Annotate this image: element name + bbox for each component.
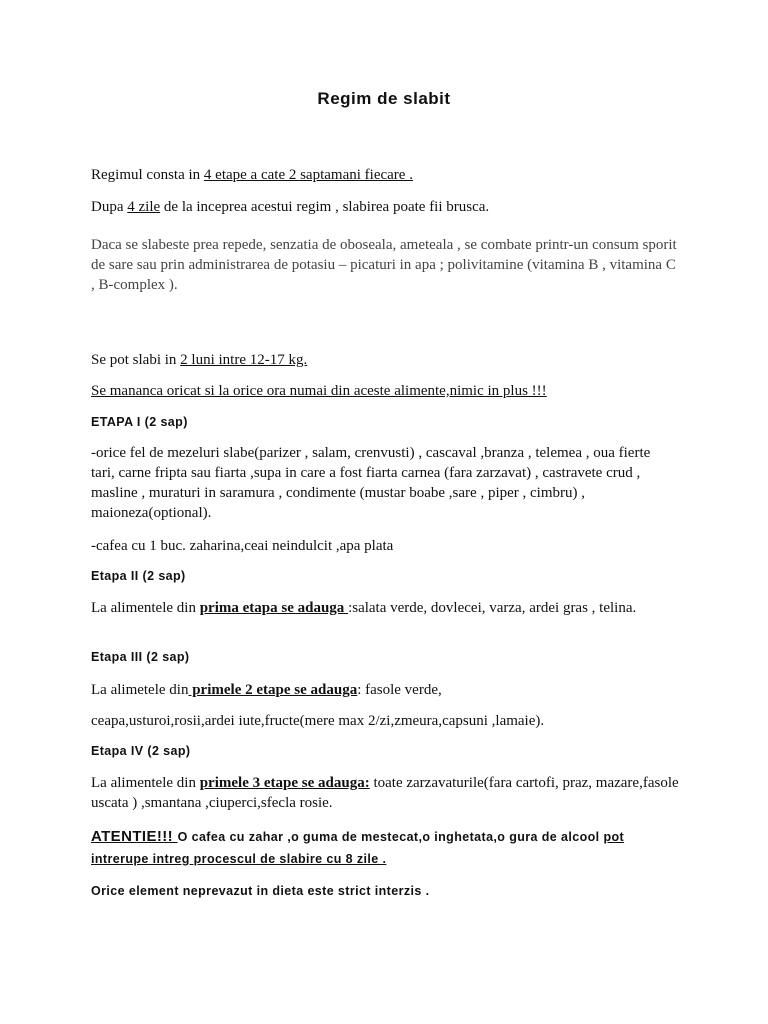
etapa-2-heading: Etapa II (2 sap): [91, 569, 186, 583]
etapa-2-text-a: La alimentele din: [91, 600, 200, 616]
page-title: Regim de slabit: [317, 89, 451, 108]
intro-p1-text: Regimul consta in: [91, 167, 204, 183]
intro-paragraph-3: Daca se slabeste prea repede, senzatia de oboseala, ameteala , se combate printr-un consum sporit de sare sau prin administrarea de potasiu – picaturi in apa ; polivitamine (vitamina B , vitamina C , B-complex ).: [91, 237, 677, 293]
etapa-3-line-2: ceapa,usturoi,rosii,ardei iute,fructe(mere max 2/zi,zmeura,capsuni ,lamaie).: [91, 713, 545, 729]
etapa-4-text: [91, 773, 691, 813]
etapa-3-text: [91, 680, 691, 700]
etapa-1-heading: ETAPA I (2 sap): [91, 415, 188, 429]
etapa-4-text-b: toate zarzavaturile(fara cartofi, praz, mazare,fasole uscata ) ,smantana ,ciuperci,sfecla rosie.: [91, 775, 679, 811]
intro-paragraph-2: [91, 197, 691, 217]
intro-p2-text-a: Dupa: [91, 199, 128, 215]
intro-p2-text-b: de la inceprea acestui regim , slabirea poate fii brusca.: [160, 199, 490, 215]
intro-p4-text: Se pot slabi in: [91, 352, 181, 368]
etapa-1-drinks: -cafea cu 1 buc. zaharina,ceai neindulcit ,apa plata: [91, 538, 394, 554]
intro-paragraph-1: [91, 165, 691, 185]
warning-text: O cafea cu zahar ,o guma de mestecat,o inghetata,o gura de alcool: [177, 830, 604, 844]
etapa-2-text-b: :salata verde, dovlecei, varza, ardei gras , telina.: [348, 600, 637, 616]
warning-underlined: pot intrerupe intreg procescul de slabire cu 8 zile .: [91, 830, 625, 866]
etapa-4-underlined: primele 3 etape se adauga:: [199, 775, 370, 791]
etapa-4-heading: Etapa IV (2 sap): [91, 744, 191, 758]
etapa-3-text-b: : fasole verde,: [357, 682, 442, 698]
intro-p2-underlined: 4 zile: [127, 199, 161, 215]
etapa-3-heading: Etapa III (2 sap): [91, 650, 190, 664]
intro-p5-underlined: Se mananca oricat si la orice ora numai din aceste alimente,nimic in plus !!!: [91, 383, 547, 399]
etapa-1-text: -orice fel de mezeluri slabe(parizer , salam, crenvusti) , cascaval ,branza , telemea , oua fierte tari, carne fripta sau fiarta ,supa in care a fost fiarta carnea (fara zarzavat) , castravete crud , masline , muraturi in saramura , condimente (mustar boabe ,sare , piper , cimbru) , maioneza(optional).: [91, 445, 651, 521]
warning-label: ATENTIE!!!: [91, 828, 178, 845]
etapa-2-text: [91, 598, 671, 618]
etapa-3-text-a: La alimetele din: [91, 682, 189, 698]
etapa-3-underlined: primele 2 etape se adauga: [188, 682, 358, 698]
intro-p4-underlined: 2 luni intre 12-17 kg.: [180, 352, 308, 368]
etapa-2-underlined: prima etapa se adauga: [199, 600, 349, 616]
etapa-4-text-a: La alimentele din: [91, 775, 200, 791]
intro-p1-underlined: 4 etape a cate 2 saptamani fiecare .: [203, 167, 413, 183]
warning-paragraph: [91, 826, 661, 870]
intro-paragraph-4: [91, 350, 691, 370]
final-note: Orice element neprevazut in dieta este strict interzis .: [91, 884, 430, 898]
intro-paragraph-5: [91, 381, 691, 401]
